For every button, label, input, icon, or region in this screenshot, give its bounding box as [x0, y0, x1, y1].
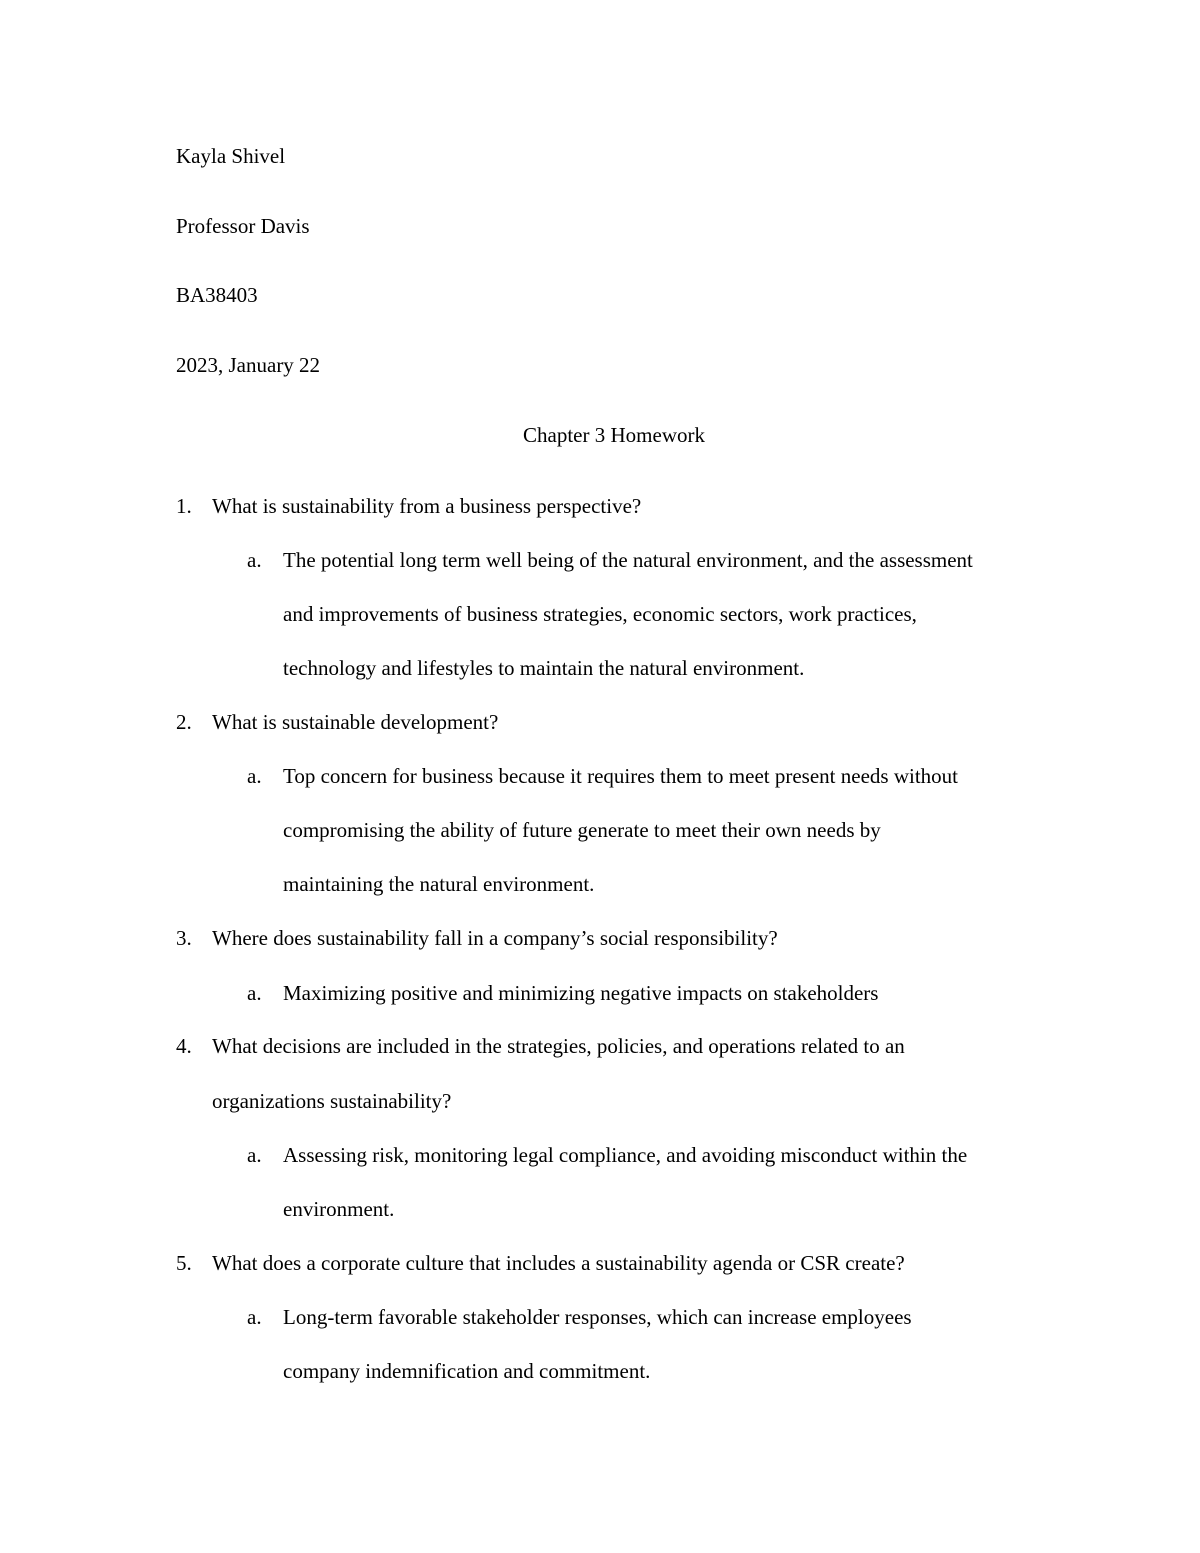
answer-text: company indemnification and commitment.: [283, 1359, 651, 1383]
student-name: Kayla Shivel: [176, 144, 286, 168]
question-text: What decisions are included in the strategies, policies, and operations related to an: [212, 1034, 905, 1058]
question-number: 2.: [176, 710, 192, 734]
answer-text: compromising the ability of future generate to meet their own needs by: [283, 818, 881, 842]
answer-letter: a.: [247, 1143, 262, 1167]
course-code: BA38403: [176, 283, 258, 307]
question-number: 1.: [176, 494, 192, 518]
answer-text: technology and lifestyles to maintain the natural environment.: [283, 656, 805, 680]
professor-name: Professor Davis: [176, 214, 310, 238]
question-text: What does a corporate culture that includes a sustainability agenda or CSR create?: [212, 1251, 905, 1275]
answer-text: The potential long term well being of the natural environment, and the assessment: [283, 548, 973, 572]
answer-letter: a.: [247, 548, 262, 572]
answer-text: Assessing risk, monitoring legal compliance, and avoiding misconduct within the: [283, 1143, 968, 1167]
answer-letter: a.: [247, 981, 262, 1005]
answer-text: Long-term favorable stakeholder responses, which can increase employees: [283, 1305, 912, 1329]
document-title: Chapter 3 Homework: [523, 423, 705, 447]
answer-text: maintaining the natural environment.: [283, 872, 595, 896]
answer-text: Top concern for business because it requires them to meet present needs without: [283, 764, 958, 788]
question-number: 3.: [176, 926, 192, 950]
answer-text: Maximizing positive and minimizing negative impacts on stakeholders: [283, 981, 879, 1005]
question-number: 5.: [176, 1251, 192, 1275]
question-text: What is sustainability from a business perspective?: [212, 494, 642, 518]
question-text: Where does sustainability fall in a company’s social responsibility?: [212, 926, 778, 950]
answer-letter: a.: [247, 1305, 262, 1329]
answer-letter: a.: [247, 764, 262, 788]
submission-date: 2023, January 22: [176, 353, 321, 377]
answer-text: environment.: [283, 1197, 395, 1221]
question-number: 4.: [176, 1034, 192, 1058]
question-text: organizations sustainability?: [212, 1089, 452, 1113]
question-text: What is sustainable development?: [212, 710, 499, 734]
answer-text: and improvements of business strategies, economic sectors, work practices,: [283, 602, 917, 626]
